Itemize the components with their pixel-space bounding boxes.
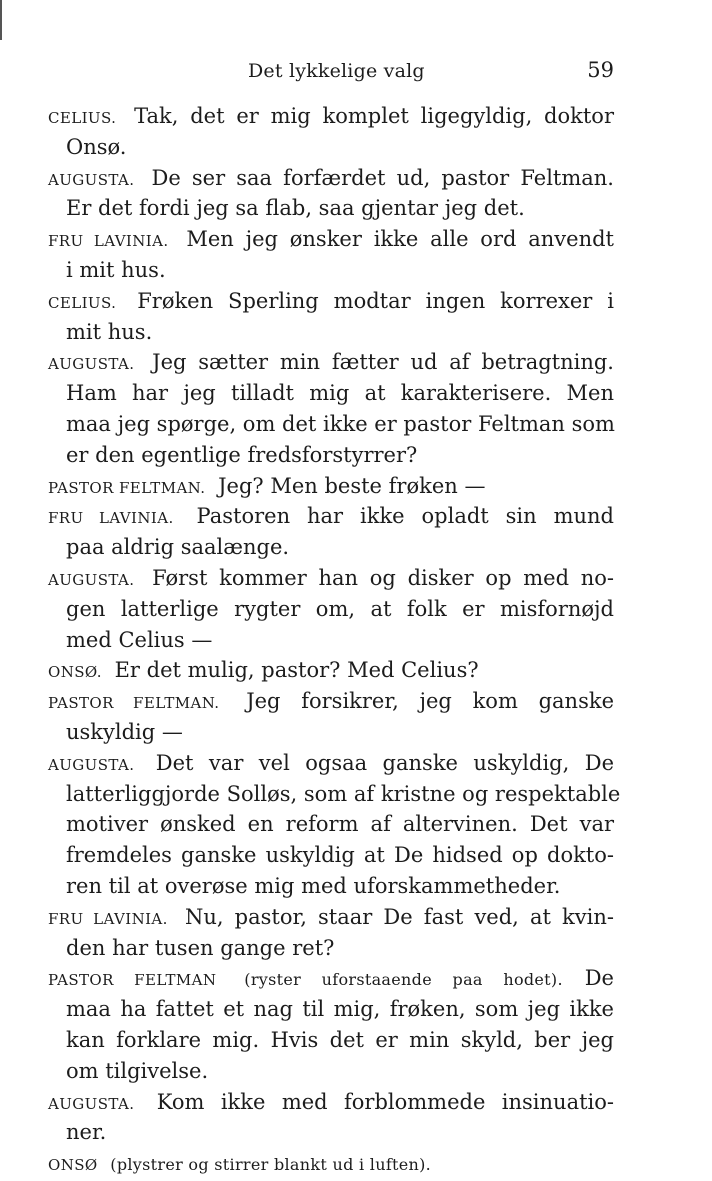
line-text: paa aldrig saalænge. <box>66 535 290 560</box>
line-text: De <box>584 966 614 991</box>
continuation-line <box>48 317 614 348</box>
line-text: er den egentlige fredsforstyrrer? <box>66 442 418 467</box>
continuation-line <box>48 625 614 656</box>
line-text: kan forklare mig. Hvis det er min skyld, ber jeg <box>66 1027 614 1052</box>
continuation-line <box>48 193 614 224</box>
line-text: Pastoren har ikke opladt sin mund <box>196 504 614 529</box>
line-text: Er det mulig, pastor? Med Celius? <box>114 658 479 683</box>
line-text: Men jeg ønsker ikke alle ord anvendt <box>186 227 614 252</box>
line-text: Frøken Sperling modtar ingen korrexer i <box>137 288 614 313</box>
continuation-line <box>48 440 614 471</box>
speaker-name: PASTOR FELTMAN. <box>48 694 220 713</box>
line-text: Ham har jeg tilladt mig at karakterisere. Men <box>66 381 614 406</box>
line-text: latterliggjorde Solløs, som af kristne og respektable <box>66 781 621 806</box>
line-text: Jeg sætter min fætter ud af betragtning. <box>152 350 614 375</box>
line-text: Jeg forsikrer, jeg kom ganske <box>246 689 614 714</box>
speech-line <box>48 347 614 378</box>
line-text: ren til at overøse mig med uforskammetheder. <box>66 873 561 898</box>
speech-line <box>48 1148 614 1179</box>
continuation-line <box>48 1025 614 1056</box>
continuation-line <box>48 840 614 871</box>
speaker-name: AUGUSTA. <box>48 170 135 189</box>
speaker-name: AUGUSTA. <box>48 755 135 774</box>
running-header <box>48 58 614 88</box>
speech-line <box>48 655 614 686</box>
speech-line <box>48 748 614 779</box>
line-text: Er det fordi jeg sa flab, saa gjentar jeg det. <box>66 196 525 221</box>
speech-line <box>48 471 614 502</box>
line-text: Det var vel ogsaa ganske uskyldig, De <box>155 750 614 775</box>
speaker-name: PASTOR FELTMAN <box>48 971 217 990</box>
speech-line <box>48 163 614 194</box>
running-title: Det lykkelige valg <box>248 60 425 82</box>
page-number: 59 <box>587 58 614 82</box>
dialogue-text <box>48 101 621 1179</box>
continuation-line <box>48 717 614 748</box>
line-text: maa jeg spørge, om det ikke er pastor Feltman som <box>66 411 615 436</box>
line-text: Tak, det er mig komplet ligegyldig, doktor <box>134 104 614 128</box>
speech-line <box>48 501 614 532</box>
speaker-name: AUGUSTA. <box>48 1094 135 1113</box>
continuation-line <box>48 594 614 625</box>
continuation-line <box>48 1117 614 1148</box>
line-text: De ser saa forfærdet ud, pastor Feltman. <box>151 165 614 190</box>
speech-line <box>48 1087 614 1118</box>
continuation-line <box>48 871 614 902</box>
continuation-line <box>48 132 614 163</box>
speech-line <box>48 101 614 132</box>
speaker-name: CELIUS. <box>48 109 117 127</box>
page-edge-mark <box>0 0 2 40</box>
line-text: motiver ønsked en reform af altervinen. Det var <box>66 812 614 837</box>
speaker-name: FRU LAVINIA. <box>48 909 168 928</box>
line-text: med Celius — <box>66 627 213 652</box>
line-text: uskyldig — <box>66 719 183 744</box>
speaker-name: AUGUSTA. <box>48 355 135 374</box>
speech-line <box>48 286 614 317</box>
speech-line <box>48 963 614 994</box>
speaker-name: AUGUSTA. <box>48 570 135 589</box>
continuation-line <box>48 378 614 409</box>
speaker-name: ONSØ. <box>48 663 102 682</box>
line-text: Jeg? Men beste frøken — <box>218 473 486 498</box>
continuation-line <box>48 779 621 810</box>
continuation-line <box>48 1056 614 1087</box>
continuation-line <box>48 809 614 840</box>
line-text: i mit hus. <box>66 257 166 282</box>
speech-line <box>48 563 614 594</box>
speech-line <box>48 224 614 255</box>
speaker-name: ONSØ <box>48 1156 98 1175</box>
continuation-line <box>48 933 614 964</box>
speaker-name: FRU LAVINIA. <box>48 509 174 528</box>
continuation-line <box>48 255 614 286</box>
line-text: gen latterlige rygter om, at folk er misfornøjd <box>66 596 614 621</box>
speech-line <box>48 686 614 717</box>
line-text: mit hus. <box>66 319 153 344</box>
speaker-name: CELIUS. <box>48 293 117 312</box>
continuation-line <box>48 409 614 440</box>
line-text: den har tusen gange ret? <box>66 935 335 960</box>
line-text: fremdeles ganske uskyldig at De hidsed op dokto- <box>66 843 614 868</box>
continuation-line <box>48 532 614 563</box>
line-text: Først kommer han og disker op med no- <box>152 565 614 590</box>
stage-direction: (ryster uforstaaende paa hodet). <box>244 970 563 990</box>
speech-line <box>48 902 614 933</box>
line-text: maa ha fattet et nag til mig, frøken, som jeg ikke <box>66 997 614 1022</box>
line-text: Kom ikke med forblommede insinuatio- <box>156 1089 614 1114</box>
line-text: om tilgivelse. <box>66 1058 209 1083</box>
speaker-name: PASTOR FELTMAN. <box>48 478 206 497</box>
stage-direction: (plystrer og stirrer blankt ud i luften). <box>110 1155 432 1175</box>
continuation-line <box>48 994 614 1025</box>
line-text: Onsø. <box>66 134 127 159</box>
line-text: Nu, pastor, staar De fast ved, at kvin- <box>184 904 614 929</box>
speaker-name: FRU LAVINIA. <box>48 232 169 251</box>
line-text: ner. <box>66 1120 107 1145</box>
